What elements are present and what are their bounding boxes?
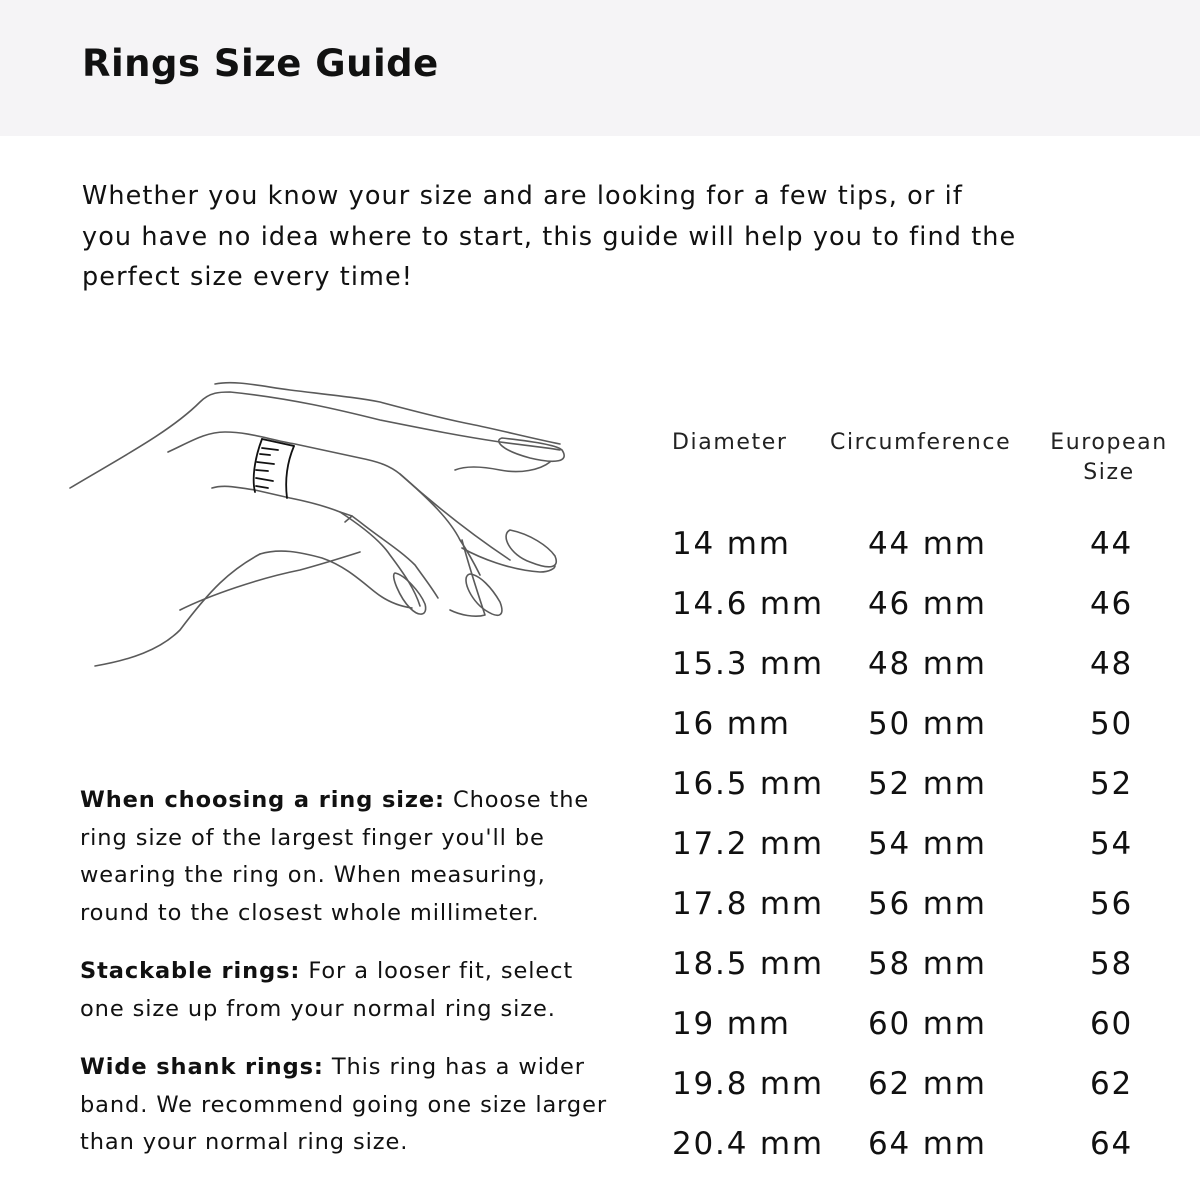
cell-circumference: 60 mm (868, 1006, 987, 1042)
tip-label: Stackable rings: (80, 958, 301, 984)
table-row (672, 582, 1200, 642)
intro-paragraph: Whether you know your size and are looking for a few tips, or if you have no idea where to start, this guide will help you to find the perfect size every time! (82, 181, 1017, 292)
cell-european-size: 64 (1090, 1126, 1134, 1162)
page-title: Rings Size Guide (82, 42, 439, 85)
cell-circumference: 58 mm (868, 946, 987, 982)
cell-diameter: 16 mm (672, 706, 791, 742)
cell-european-size: 58 (1090, 946, 1134, 982)
cell-diameter: 17.8 mm (672, 886, 824, 922)
cell-european-size: 54 (1090, 826, 1134, 862)
cell-circumference: 46 mm (868, 586, 987, 622)
cell-circumference: 48 mm (868, 646, 987, 682)
table-row (672, 1062, 1200, 1122)
cell-diameter: 14.6 mm (672, 586, 824, 622)
cell-european-size: 46 (1090, 586, 1134, 622)
table-row (672, 942, 1200, 1002)
tips-section (80, 782, 620, 1183)
cell-european-size: 44 (1090, 526, 1134, 562)
column-header-european-line2: Size (1083, 460, 1135, 485)
cell-circumference: 44 mm (868, 526, 987, 562)
column-header-circumference: Circumference (830, 430, 1012, 455)
cell-circumference: 52 mm (868, 766, 987, 802)
cell-diameter: 15.3 mm (672, 646, 824, 682)
table-row (672, 1122, 1200, 1182)
cell-european-size: 62 (1090, 1066, 1134, 1102)
cell-european-size: 56 (1090, 886, 1134, 922)
table-row (672, 522, 1200, 582)
cell-circumference: 56 mm (868, 886, 987, 922)
tip-wide-shank-rings (80, 1049, 620, 1162)
table-row (672, 702, 1200, 762)
tip-stackable-rings (80, 953, 620, 1028)
cell-european-size: 50 (1090, 706, 1134, 742)
table-row (672, 762, 1200, 822)
cell-diameter: 19 mm (672, 1006, 791, 1042)
cell-circumference: 54 mm (868, 826, 987, 862)
cell-diameter: 19.8 mm (672, 1066, 824, 1102)
tip-text: This ring has a wider band. We recommend going one size larger than your normal ring size. (80, 1054, 608, 1155)
tip-text: Choose the ring size of the largest finger you'll be wearing the ring on. When measuring, round to the closest whole millimeter. (80, 787, 590, 926)
cell-european-size: 60 (1090, 1006, 1134, 1042)
table-row (672, 822, 1200, 882)
table-row (672, 642, 1200, 702)
cell-circumference: 50 mm (868, 706, 987, 742)
cell-circumference: 62 mm (868, 1066, 987, 1102)
cell-diameter: 20.4 mm (672, 1126, 824, 1162)
column-header-european-size (1048, 428, 1170, 488)
cell-diameter: 18.5 mm (672, 946, 824, 982)
column-header-european-line1: European (1050, 430, 1168, 455)
hand-with-ring-measuring-tape-icon (60, 370, 600, 690)
tip-text: For a looser fit, select one size up from your normal ring size. (80, 958, 574, 1022)
size-table-body (672, 522, 1200, 1182)
column-header-diameter: Diameter (672, 430, 788, 455)
tip-choosing-size (80, 782, 620, 932)
table-row (672, 1002, 1200, 1062)
cell-diameter: 17.2 mm (672, 826, 824, 862)
cell-circumference: 64 mm (868, 1126, 987, 1162)
cell-european-size: 52 (1090, 766, 1134, 802)
tip-label: When choosing a ring size: (80, 787, 445, 813)
cell-european-size: 48 (1090, 646, 1134, 682)
tip-label: Wide shank rings: (80, 1054, 324, 1080)
page-header (0, 0, 1200, 136)
table-row (672, 882, 1200, 942)
cell-diameter: 16.5 mm (672, 766, 824, 802)
cell-diameter: 14 mm (672, 526, 791, 562)
